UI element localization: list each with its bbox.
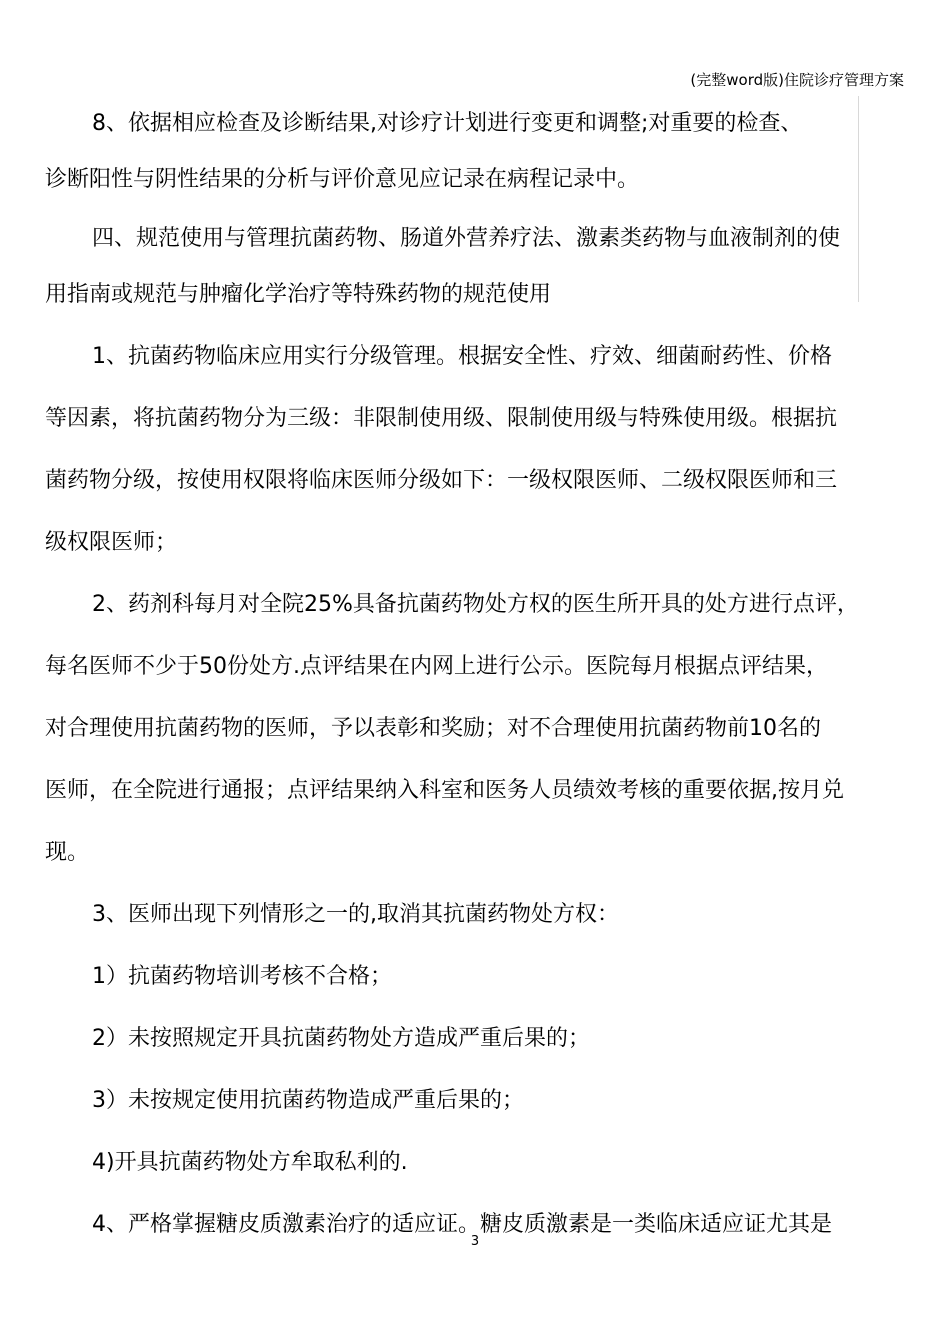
- document-body: [45, 96, 907, 1256]
- paragraph-line: 对合理使用抗菌药物的医师，予以表彰和奖励；对不合理使用抗菌药物前10名的: [45, 716, 821, 741]
- paragraph-line: 8、依据相应检查及诊断结果,对诊疗计划进行变更和调整;对重要的检查、: [92, 111, 803, 136]
- page-header: (完整word版)住院诊疗管理方案: [690, 71, 904, 89]
- section-heading-line: 四、规范使用与管理抗菌药物、肠道外营养疗法、激素类药物与血液制剂的使: [92, 226, 841, 251]
- list-item: 1）抗菌药物培训考核不合格；: [92, 964, 392, 989]
- paragraph-line: 每名医师不少于50份处方.点评结果在内网上进行公示。医院每月根据点评结果，: [45, 654, 828, 679]
- paragraph-line: 菌药物分级，按使用权限将临床医师分级如下：一级权限医师、二级权限医师和三: [45, 468, 838, 493]
- list-item: 2）未按照规定开具抗菌药物处方造成严重后果的；: [92, 1026, 590, 1051]
- paragraph-line: 等因素，将抗菌药物分为三级：非限制使用级、限制使用级与特殊使用级。根据抗: [45, 406, 838, 431]
- list-item: 4)开具抗菌药物处方牟取私利的.: [92, 1150, 408, 1175]
- section-heading-line: 用指南或规范与肿瘤化学治疗等特殊药物的规范使用: [45, 282, 552, 307]
- paragraph-line: 现。: [45, 840, 90, 865]
- paragraph-line: 诊断阳性与阴性结果的分析与评价意见应记录在病程记录中。: [45, 167, 640, 192]
- paragraph-line: 1、抗菌药物临床应用实行分级管理。根据安全性、疗效、细菌耐药性、价格: [92, 344, 832, 369]
- paragraph-line: 3、医师出现下列情形之一的,取消其抗菌药物处方权：: [92, 902, 619, 927]
- paragraph-line: 医师，在全院进行通报；点评结果纳入科室和医务人员绩效考核的重要依据,按月兑: [45, 778, 844, 803]
- paragraph-line: 4、严格掌握糖皮质激素治疗的适应证。糖皮质激素是一类临床适应证尤其是: [92, 1212, 832, 1237]
- page-number: 3: [470, 1234, 480, 1249]
- list-item: 3）未按规定使用抗菌药物造成严重后果的；: [92, 1088, 524, 1113]
- paragraph-line: 级权限医师；: [45, 530, 178, 555]
- paragraph-line: 2、药剂科每月对全院25%具备抗菌药物处方权的医生所开具的处方进行点评，: [92, 592, 859, 617]
